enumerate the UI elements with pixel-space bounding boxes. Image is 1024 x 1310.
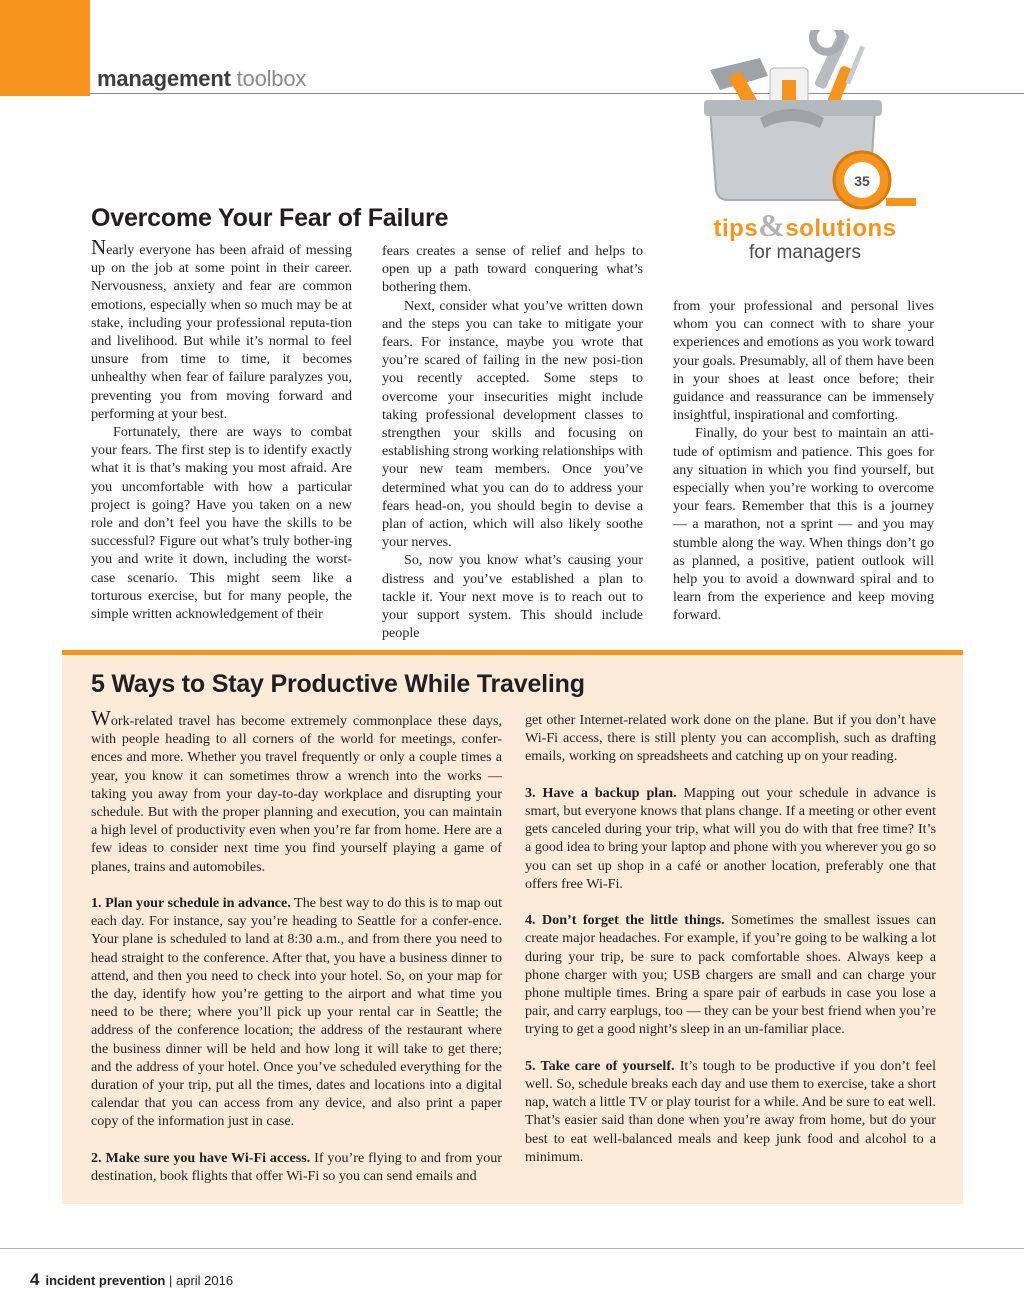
article2-title: 5 Ways to Stay Productive While Traveling: [91, 670, 585, 698]
tips-solutions-logo: [690, 207, 920, 264]
article1-title: Overcome Your Fear of Failure: [91, 204, 449, 232]
article1-paragraph-5: Finally, do your best to maintain an atti-tude of optimism and patience. This goes for any situation in which you find yourself, but especially when you’re working to overcome your fears. Remember that this is a journey — a marathon, not a sprint — and you may stumble along the way. When things don’t go as planned, a positive, patient outlook will help you to avoid a downward spiral and to learn from the experience and keep moving forward.: [673, 425, 934, 624]
footer-rule: [0, 1248, 1024, 1249]
orange-corner-tab: [0, 0, 90, 96]
article2-column-2: [525, 711, 936, 1184]
section-header-bold: management: [97, 66, 231, 91]
article2-tip-3: [525, 784, 936, 893]
footer-separator: |: [165, 1273, 176, 1288]
article2-intro-text: ork-related travel has become extremely commonplace these days, with people heading to all corners of the world for meetings, confer-ences and more. Whether you travel frequently or only a couple times a year, you know it can sometimes throw a wrench into the works — taking you away from your day-to-day workplace and disrupting your schedule. But with the proper planning and execution, you can maintain a high level of productivity even when you’re far from home. Here are a few ideas to consider next time you find yourself playing a game of planes, trains and automobiles.: [91, 713, 502, 875]
article2-intro: [91, 706, 502, 876]
article1-paragraph-1: [91, 235, 352, 423]
article2-tip-5: [525, 1057, 936, 1166]
article1-column-1: [91, 235, 352, 623]
article2-tip-2-cont: get other Internet-related work done on the plane. But if you don’t have Wi-Fi access, there is still plenty you can accomplish, such as drafting emails, working on spreadsheets and catching up on your reading.: [525, 712, 936, 765]
tape-measure-label: 35: [854, 173, 870, 189]
article2-tip-4: [525, 911, 936, 1038]
article2-dropcap: W: [91, 706, 111, 730]
article1-paragraph-2: Fortunately, there are ways to combat your fears. The first step is to identify exactly what it is that’s making you most afraid. Are you uncomfortable with how a particular project is going? Have you taken on a new role and don’t feel you have the skills to be successful? Figure out what’s truly bother-ing you and write it down, including the worst-case scenario. This might seem like a torturous exercise, but for many people, the simple written acknowledgement of their: [91, 424, 352, 623]
section-header: [97, 66, 306, 92]
tip5-body: It’s tough to be productive if you don’t feel well. So, schedule breaks each day and use them to exercise, take a short nap, watch a little TV or play tourist for a while. And be sure to eat well. That’s easier said than done when you’re away from home, but do your best to eat well-balanced meals and keep junk food and alcohol to a minimum.: [525, 1057, 936, 1165]
tip2-body: If you’re flying to and from your destination, book flights that offer Wi-Fi so you can send emails and: [91, 1149, 502, 1185]
article1-paragraph-2-cont: fears creates a sense of relief and helps to open up a path toward conquering what’s bothering them.: [382, 243, 643, 296]
article1-paragraph-3: Next, consider what you’ve written down and the steps you can take to mitigate your fears. For instance, maybe you wrote that you’re scared of failing in the new posi-tion you recently accepted. Some steps to overcome your insecurities might include taking professional development classes to strengthen your skills and focusing on establishing strong working relationships with your new team members. Once you’ve determined what you can do to address your fears head-on, you should begin to devise a plan of action, which will also likely soothe your nerves.: [382, 297, 643, 551]
article2-column-1: [91, 706, 502, 1203]
issue-date: april 2016: [175, 1273, 234, 1288]
logo-tips: tips: [713, 215, 759, 242]
toolbox-illustration-icon: [690, 30, 930, 215]
article1-dropcap: N: [91, 235, 107, 259]
magazine-name: incident prevention: [45, 1273, 166, 1288]
tip4-body: Sometimes the smallest issues can create major headaches. For example, if you’re going to be walking a lot during your trip, be sure to pack comfortable shoes. Always keep a phone charger with you; USB chargers are small and can charge your phone multiple times. Bring a spare pair of earbuds in case you lose a pair, and carry earplugs, too — they can be your best friend when you’re trying to get a good night’s sleep in an un-familiar place.: [525, 912, 936, 1038]
tip2-heading: 2. Make sure you have Wi-Fi access.: [91, 1149, 311, 1166]
article1-column-2: [382, 242, 643, 642]
tip1-body: The best way to do this is to map out each day. For instance, say you’re heading to Seattle for a confer-ence. Your plane is scheduled to land at 8:30 a.m., and from there you need to head straight to the conference. After that, you have a business dinner to attend, and then you need to check into your hotel. So, on your map for the day, identify how you’re getting to the airport and what time you need to be there; where you’ll pick up your rental car in Seattle; the address of the conference location; the address of the restaurant where the business dinner will be held and how long it will take to get there; and the address of your hotel. Once you’ve scheduled everything for the duration of your trip, put all the times, dates and locations into a digital calendar that you can access from any device, and also print a paper copy of the information just in case.: [91, 895, 502, 1130]
logo-ampersand: &: [758, 207, 786, 243]
article1-paragraph-4-cont: from your professional and personal lives whom you can connect with to share your experiences and emotions as you work toward your goals. Presumably, all of them have been in your shoes at least once before; their guidance and reassurance can be immensely insightful, inspirational and comforting.: [673, 298, 934, 424]
logo-for-managers: for managers: [749, 242, 861, 263]
tip4-heading: 4. Don’t forget the little things.: [525, 912, 725, 929]
page-footer: [30, 1270, 233, 1290]
section-header-light: toolbox: [236, 66, 307, 91]
article1-p1-text: early everyone has been afraid of messing up on the job at some point in their career. Nervousness, anxiety and fear are common emotions, especially when so much may be at stake, including your professional reputa-tion and livelihood. But while it’s normal to feel unsure from time to time, it becomes unhealthy when fear of failure paralyzes you, preventing you from moving forward and performing at your best.: [91, 242, 352, 422]
article2-tip-2: [91, 1149, 502, 1185]
tip5-heading: 5. Take care of yourself.: [525, 1057, 675, 1074]
page-number: 4: [30, 1270, 40, 1289]
tip1-heading: 1. Plan your schedule in advance.: [91, 895, 291, 912]
tip3-heading: 3. Have a backup plan.: [525, 784, 677, 801]
logo-solutions: solutions: [785, 215, 897, 242]
article1-paragraph-4: So, now you know what’s causing your distress and you’ve established a plan to tackle it. Your next move is to reach out to your support system. This should include people: [382, 552, 643, 642]
tip3-body: Mapping out your schedule in advance is smart, but everyone knows that plans change. If a meeting or other event gets canceled during your trip, what will you do with that free time? It’s a good idea to bring your laptop and phone with you wherever you go so you can set up shop in a café or another location, preferably one that offers free Wi-Fi.: [525, 784, 937, 892]
article2-tip-1: [91, 894, 502, 1131]
article1-column-3: [673, 297, 934, 625]
